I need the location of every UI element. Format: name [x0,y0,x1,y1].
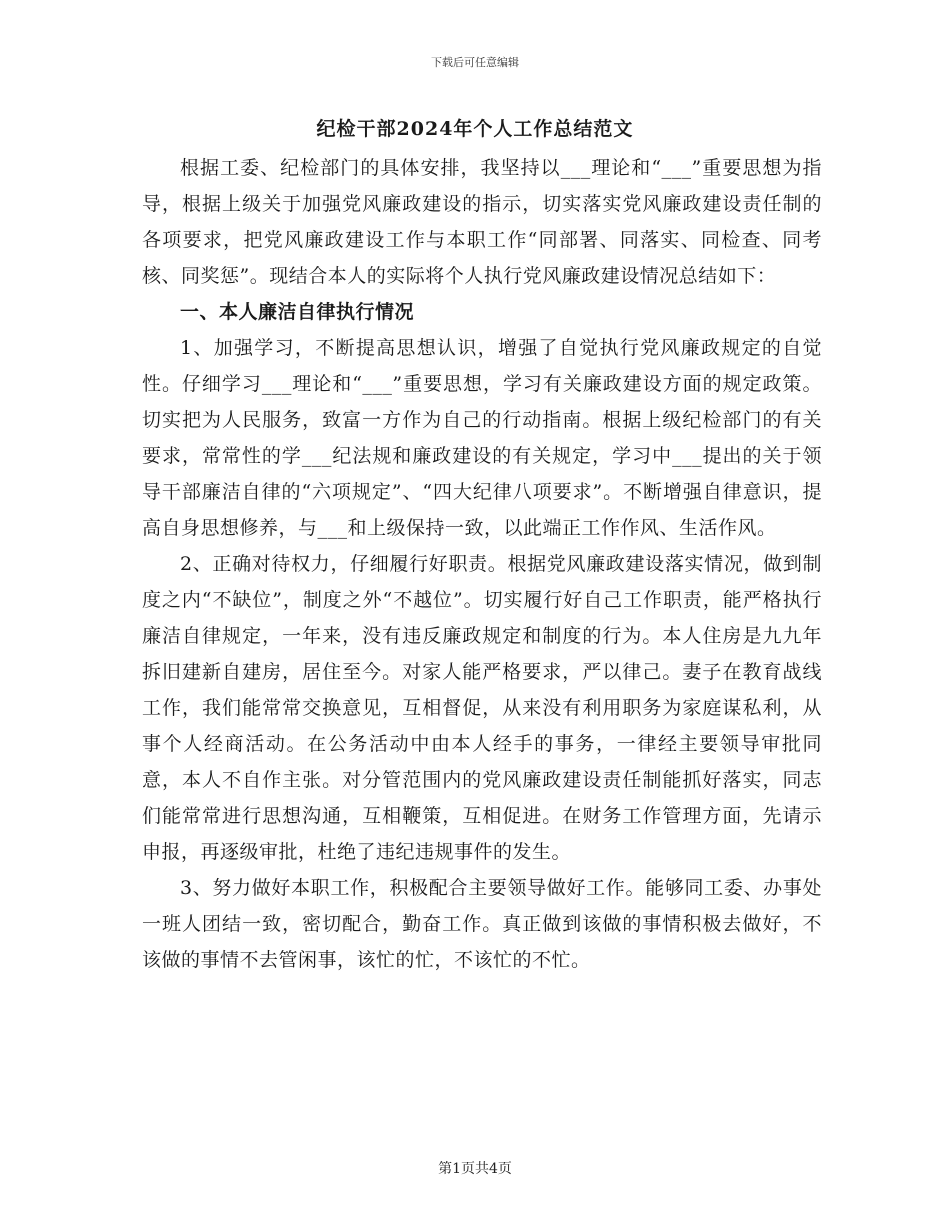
intro-paragraph: 根据工委、纪检部门的具体安排，我坚持以___理论和“___”重要思想为指导，根据上级关于加强党风廉政建设的指示，切实落实党风廉政建设责任制的各项要求，把党风廉政建设工作与本职工作“同部署、同落实、同检查、同考核、同奖惩”。现结合本人的实际将个人执行党风廉政建设情况总结如下： [142,157,822,287]
document-body [142,150,822,978]
paragraph-item-1: 1、加强学习，不断提高思想认识，增强了自觉执行党风廉政规定的自觉性。仔细学习___理论和“___”重要思想，学习有关廉政建设方面的规定政策。切实把为人民服务，致富一方作为自己的行动指南。根据上级纪检部门的有关要求，常常性的学___纪法规和廉政建设的有关规定，学习中___提出的关于领导干部廉洁自律的“六项规定”、“四大纪律八项要求”。不断增强自律意识，提高自身思想修养，与___和上级保持一致，以此端正工作作风、生活作风。 [142,337,822,539]
header-note: 下载后可任意编辑 [431,56,519,69]
page-number: 第1页共4页 [438,1161,512,1177]
document-title: 纪检干部2024年个人工作总结范文 [316,118,634,140]
section-heading: 一、本人廉洁自律执行情况 [180,301,415,323]
paragraph-item-3: 3、努力做好本职工作，积极配合主要领导做好工作。能够同工委、办事处一班人团结一致，密切配合，勤奋工作。真正做到该做的事情积极去做好，不该做的事情不去管闲事，该忙的忙，不该忙的不忙。 [142,877,822,971]
paragraph-item-2: 2、正确对待权力，仔细履行好职责。根据党风廉政建设落实情况，做到制度之内“不缺位”，制度之外“不越位”。切实履行好自己工作职责，能严格执行廉洁自律规定，一年来，没有违反廉政规定和制度的行为。本人住房是九九年拆旧建新自建房，居住至今。对家人能严格要求，严以律己。妻子在教育战线工作，我们能常常交换意见，互相督促，从来没有利用职务为家庭谋私利，从事个人经商活动。在公务活动中由本人经手的事务，一律经主要领导审批同意，本人不自作主张。对分管范围内的党风廉政建设责任制能抓好落实，同志们能常常进行思想沟通，互相鞭策，互相促进。在财务工作管理方面，先请示申报，再逐级审批，杜绝了违纪违规事件的发生。 [142,553,822,863]
